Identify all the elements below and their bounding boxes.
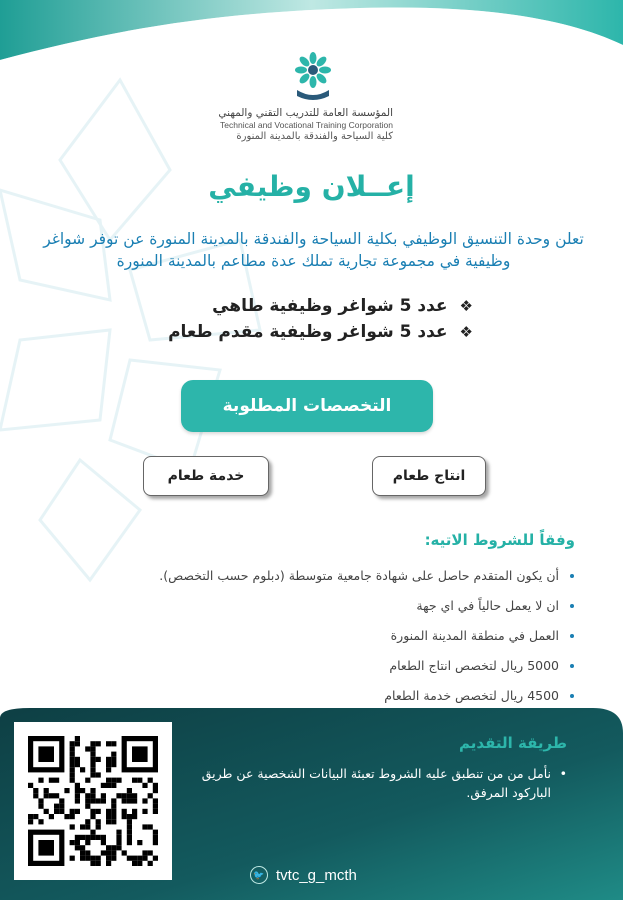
condition-item: • ان لا يعمل حالياً في اي جهة [159, 591, 559, 621]
qr-code-container[interactable] [14, 722, 172, 880]
bullet-dot-icon: • [559, 766, 567, 781]
required-specializations-banner: التخصصات المطلوبة [181, 380, 433, 432]
organization-name-block [218, 107, 393, 143]
condition-item: • 5000 ريال لتخصص انتاج الطعام [159, 651, 559, 681]
announcement-intro: تعلن وحدة التنسيق الوظيفي بكلية السياحة والفندقة بالمدينة المنورة عن توفر شواغر وظيفية في مجموعة تجارية تملك عدة مطاعم بالمدينة المنورة [43, 230, 584, 271]
condition-item: • 4500 ريال لتخصص خدمة الطعام [159, 681, 559, 711]
college-name-arabic: كلية السياحة والفندقة بالمدينة المنورة [236, 130, 393, 142]
announcement-title: إعــلان وظيفي [208, 170, 415, 203]
apply-instructions: • نأمل من من تنطبق عليه الشروط تعبئة البيانات الشخصية عن طريق الباركود المرفق. [201, 766, 567, 801]
diamond-bullet-icon: ❖ [459, 322, 473, 341]
org-name-english: Technical and Vocational Training Corporation [220, 120, 393, 131]
org-name-arabic: المؤسسة العامة للتدريب التقني والمهني [218, 107, 393, 119]
diamond-bullet-icon: ❖ [459, 297, 473, 315]
specialization-food-service: خدمة طعام [143, 456, 269, 496]
apply-method-title: طريقة التقديم [459, 734, 567, 752]
condition-item: • العمل في منطقة المدينة المنورة [159, 621, 559, 651]
twitter-icon: 🐦 [250, 866, 268, 884]
specialization-food-production: انتاج طعام [372, 456, 486, 496]
tvtc-logo-icon [291, 50, 335, 104]
condition-item: • أن يكون المتقدم حاصل على شهادة جامعية متوسطة (دبلوم حسب التخصص). [159, 561, 559, 591]
twitter-handle[interactable] [250, 866, 357, 884]
conditions-list [159, 561, 575, 711]
conditions-title: وفقاً للشروط الاتيه: [424, 531, 575, 549]
position-item-waiter: ❖عدد 5 شواغر وظيفية مقدم طعام [168, 321, 473, 342]
position-item-chef: ❖عدد 5 شواغر وظيفية طاهي [212, 296, 473, 316]
positions-list [168, 294, 473, 345]
twitter-handle-text: tvtc_g_mcth [276, 866, 357, 884]
qr-code-icon[interactable] [14, 722, 172, 880]
